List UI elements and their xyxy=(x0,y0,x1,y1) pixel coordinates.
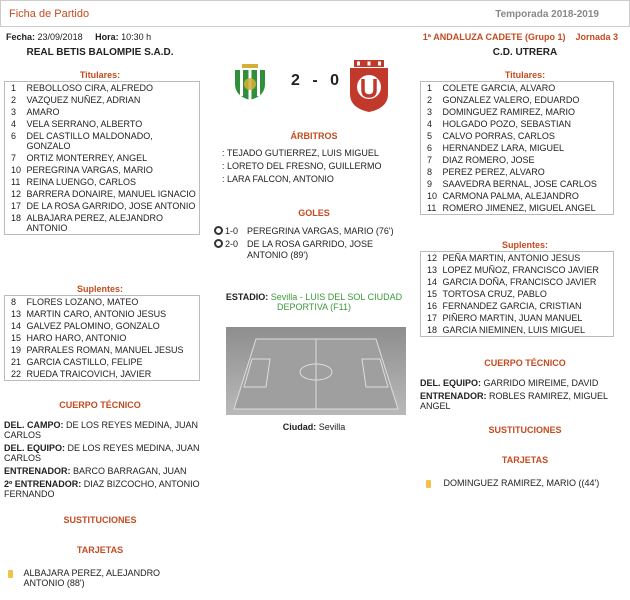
player-name[interactable]: VAZQUEZ NUÑEZ, ADRIAN xyxy=(26,95,141,105)
staff-entry xyxy=(420,391,620,411)
player-row xyxy=(421,142,614,154)
player-name[interactable]: AMARO xyxy=(26,107,60,117)
player-number: 13 xyxy=(11,309,22,319)
player-name[interactable]: GONZALEZ VALERO, EDUARDO xyxy=(442,95,580,105)
player-name[interactable]: REBOLLOSO CIRA, ALFREDO xyxy=(26,83,154,93)
away-card-player: DOMINGUEZ RAMIREZ, MARIO ((44') xyxy=(443,478,600,488)
player-row xyxy=(5,130,200,152)
player-name[interactable]: ALBAJARA PEREZ, ALEJANDRO ANTONIO xyxy=(26,213,164,233)
away-substitutions-title: SUSTITUCIONES xyxy=(488,425,562,435)
player-row xyxy=(421,106,614,118)
player-name[interactable]: FERNANDEZ GARCIA, CRISTIAN xyxy=(442,301,582,311)
player-name[interactable]: VELA SERRANO, ALBERTO xyxy=(26,119,143,129)
staff-role: DEL. EQUIPO: xyxy=(4,443,66,453)
player-name[interactable]: CARMONA PALMA, ALEJANDRO xyxy=(442,191,579,201)
away-starters-title: Titulares: xyxy=(504,70,546,80)
time-label: Hora: xyxy=(95,32,119,42)
player-name[interactable]: MARTIN CARO, ANTONIO JESUS xyxy=(26,309,167,319)
page-title: Ficha de Partido xyxy=(9,8,90,20)
home-staff-title: CUERPO TÉCNICO xyxy=(59,400,141,410)
home-subs-table xyxy=(4,295,200,381)
player-name[interactable]: ROMERO JIMENEZ, MIGUEL ANGEL xyxy=(442,203,596,213)
player-row xyxy=(421,118,614,130)
player-row xyxy=(421,190,614,202)
player-row xyxy=(421,154,614,166)
goal-score: 2-0 xyxy=(225,239,239,249)
stadium-label: ESTADIO: xyxy=(225,292,269,302)
player-number: 3 xyxy=(427,107,433,117)
header-bar xyxy=(0,0,630,27)
goals-list xyxy=(214,226,407,263)
player-number: 17 xyxy=(427,313,438,323)
player-number: 14 xyxy=(11,321,22,331)
player-row xyxy=(421,178,614,190)
player-name[interactable]: GARCIA CASTILLO, FELIPE xyxy=(26,357,143,367)
referee-entry: : LORETO DEL FRESNO, GUILLERMO xyxy=(222,161,382,171)
player-name[interactable]: REINA LUENGO, CARLOS xyxy=(26,177,137,187)
player-number: 18 xyxy=(11,213,22,223)
player-number: 7 xyxy=(11,153,17,163)
player-name[interactable]: GARCIA NIEMINEN, LUIS MIGUEL xyxy=(442,325,586,335)
player-number: 3 xyxy=(11,107,17,117)
player-row xyxy=(5,212,200,235)
player-number: 8 xyxy=(11,297,17,307)
player-number: 12 xyxy=(11,189,22,199)
match-score xyxy=(291,72,339,90)
player-name[interactable]: DEL CASTILLO MALDONADO, GONZALO xyxy=(26,131,153,151)
player-number: 21 xyxy=(11,357,22,367)
player-number: 19 xyxy=(11,345,22,355)
player-row xyxy=(421,166,614,178)
player-row xyxy=(5,188,200,200)
city-value: Sevilla xyxy=(318,422,346,432)
stadium-info xyxy=(216,292,412,312)
home-team-name[interactable]: REAL BETIS BALOMPIE S.A.D. xyxy=(26,47,174,58)
away-score: 0 xyxy=(330,72,340,89)
player-name[interactable]: BARRERA DONAIRE, MANUEL IGNACIO xyxy=(26,189,196,199)
player-name[interactable]: HERNANDEZ LARA, MIGUEL xyxy=(442,143,565,153)
away-cards-title: TARJETAS xyxy=(501,455,549,465)
player-name[interactable]: GARCIA DOÑA, FRANCISCO JAVIER xyxy=(442,277,597,287)
staff-role: DEL. CAMPO: xyxy=(4,420,64,430)
player-number: 10 xyxy=(11,165,22,175)
player-number: 14 xyxy=(427,277,438,287)
home-staff-list xyxy=(4,420,200,502)
player-number: 13 xyxy=(427,265,438,275)
away-card-entry xyxy=(426,478,626,488)
player-row xyxy=(5,200,200,212)
player-row xyxy=(5,82,200,95)
player-number: 11 xyxy=(427,203,437,213)
home-starters-title: Titulares: xyxy=(79,70,121,80)
player-name[interactable]: RUEDA TRAICOVICH, JAVIER xyxy=(26,369,152,379)
player-name[interactable]: COLETE GARCIA, ALVARO xyxy=(442,83,556,93)
player-row xyxy=(5,94,200,106)
stadium-pitch-image xyxy=(226,327,406,415)
staff-entry xyxy=(420,378,620,388)
player-row xyxy=(5,106,200,118)
football-icon xyxy=(214,226,223,235)
home-card-player: ALBAJARA PEREZ, ALEJANDRO ANTONIO (88') xyxy=(23,568,161,588)
player-number: 4 xyxy=(427,119,433,129)
player-name[interactable]: FLORES LOZANO, MATEO xyxy=(26,297,139,307)
referees-list xyxy=(222,147,382,186)
home-subs-title: Suplentes: xyxy=(76,284,123,294)
staff-entry xyxy=(4,443,200,463)
player-number: 1 xyxy=(11,83,17,93)
player-name[interactable]: PEÑA MARTIN, ANTONIO JESUS xyxy=(442,253,581,263)
player-row xyxy=(5,356,200,368)
player-name[interactable]: PEREZ PEREZ, ALVARO xyxy=(442,167,545,177)
away-team-name[interactable]: C.D. UTRERA xyxy=(492,47,558,58)
match-date-time xyxy=(6,32,151,42)
player-row xyxy=(5,176,200,188)
player-number: 5 xyxy=(427,131,433,141)
date-value: 23/09/2018 xyxy=(37,32,83,42)
player-number: 16 xyxy=(427,301,438,311)
away-staff-title: CUERPO TÉCNICO xyxy=(484,358,566,368)
player-number: 15 xyxy=(11,333,22,343)
player-number: 22 xyxy=(11,369,22,379)
goal-scorer: DE LA ROSA GARRIDO, JOSE ANTONIO (89') xyxy=(247,239,374,260)
player-number: 6 xyxy=(427,143,433,153)
staff-role: 2º ENTRENADOR: xyxy=(4,479,82,489)
player-name[interactable]: GALVEZ PALOMINO, GONZALO xyxy=(26,321,160,331)
staff-role: ENTRENADOR: xyxy=(420,391,487,401)
player-name[interactable]: HARO HARO, ANTONIO xyxy=(26,333,127,343)
player-number: 2 xyxy=(427,95,433,105)
staff-name: DE LOS REYES MEDINA, JUAN CARLOS xyxy=(4,420,199,440)
staff-name: GARRIDO MIREIME, DAVID xyxy=(481,378,599,388)
home-substitutions-title: SUSTITUCIONES xyxy=(63,515,137,525)
home-score: 2 xyxy=(291,72,300,89)
home-cards-title: TARJETAS xyxy=(76,545,124,555)
away-staff-list xyxy=(420,378,620,414)
player-number: 2 xyxy=(11,95,17,105)
staff-role: DEL. EQUIPO: xyxy=(420,378,482,388)
away-subs-table xyxy=(420,251,614,337)
player-row xyxy=(5,296,200,309)
player-row xyxy=(421,202,614,215)
home-card-entry xyxy=(8,568,198,588)
player-row xyxy=(421,276,614,288)
staff-name: BARCO BARRAGAN, JUAN xyxy=(70,466,187,476)
goal-scorer: PEREGRINA VARGAS, MARIO (76') xyxy=(247,226,394,236)
player-name[interactable]: LOPEZ MUÑOZ, FRANCISCO JAVIER xyxy=(442,265,599,275)
player-number: 1 xyxy=(427,83,433,93)
player-row xyxy=(421,300,614,312)
goals-title: GOLES xyxy=(298,208,330,218)
player-number: 9 xyxy=(427,179,433,189)
player-row xyxy=(5,118,200,130)
home-starters-table xyxy=(4,81,200,235)
competition-info xyxy=(423,32,618,42)
player-name[interactable]: SAAVEDRA BERNAL, JOSE CARLOS xyxy=(442,179,597,189)
player-name[interactable]: DIAZ ROMERO, JOSE xyxy=(442,155,535,165)
player-number: 11 xyxy=(11,177,21,187)
player-number: 6 xyxy=(11,131,17,141)
time-value: 10:30 h xyxy=(121,32,152,42)
player-number: 4 xyxy=(11,119,17,129)
betis-crest-icon xyxy=(232,64,268,102)
player-row xyxy=(421,252,614,265)
player-name[interactable]: PIÑERO MARTIN, JUAN MANUEL xyxy=(442,313,583,323)
staff-role: ENTRENADOR: xyxy=(4,466,71,476)
player-row xyxy=(5,308,200,320)
goal-score: 1-0 xyxy=(225,226,239,236)
score-separator: - xyxy=(312,72,318,89)
player-row xyxy=(421,264,614,276)
referee-entry: : TEJADO GUTIERREZ, LUIS MIGUEL xyxy=(222,148,379,158)
staff-name: ROBLES RAMIREZ, MIGUEL ANGEL xyxy=(420,391,608,411)
player-name[interactable]: PEREGRINA VARGAS, MARIO xyxy=(26,165,153,175)
player-name[interactable]: ORTIZ MONTERREY, ANGEL xyxy=(26,153,148,163)
city-label: Ciudad: xyxy=(282,422,317,432)
player-row xyxy=(5,320,200,332)
yellow-card-icon xyxy=(426,480,431,488)
staff-name: DE LOS REYES MEDINA, JUAN CARLOS xyxy=(4,443,200,463)
stadium-link[interactable]: Sevilla - LUIS DEL SOL CIUDAD DEPORTIVA (F11) xyxy=(270,292,403,312)
player-number: 17 xyxy=(11,201,22,211)
staff-name: DIAZ BIZCOCHO, ANTONIO FERNANDO xyxy=(4,479,200,499)
player-row xyxy=(5,152,200,164)
round-label: Jornada 3 xyxy=(575,32,618,42)
player-name[interactable]: HOLGADO POZO, SEBASTIAN xyxy=(442,119,572,129)
away-starters-table xyxy=(420,81,614,215)
player-row xyxy=(5,332,200,344)
referees-title: ÁRBITROS xyxy=(290,131,338,141)
player-number: 12 xyxy=(427,253,438,263)
staff-entry xyxy=(4,466,200,476)
referee-entry: : LARA FALCON, ANTONIO xyxy=(222,174,334,184)
player-name[interactable]: CALVO PORRAS, CARLOS xyxy=(442,131,555,141)
season-label: Temporada 2018-2019 xyxy=(495,9,599,20)
player-row xyxy=(5,164,200,176)
date-label: Fecha: xyxy=(6,32,36,42)
player-number: 18 xyxy=(427,325,438,335)
player-number: 7 xyxy=(427,155,433,165)
player-row xyxy=(421,324,614,337)
player-name[interactable]: DE LA ROSA GARRIDO, JOSE ANTONIO xyxy=(26,201,196,211)
goal-entry xyxy=(214,226,407,237)
player-row xyxy=(421,94,614,106)
player-number: 15 xyxy=(427,289,438,299)
staff-entry xyxy=(4,420,200,440)
player-row xyxy=(421,312,614,324)
player-row xyxy=(421,288,614,300)
player-name[interactable]: PARRALES ROMAN, MANUEL JESUS xyxy=(26,345,184,355)
competition-link[interactable]: 1ª ANDALUZA CADETE (Grupo 1) xyxy=(422,32,566,42)
football-icon xyxy=(214,239,223,248)
city-info xyxy=(216,422,412,432)
goal-entry xyxy=(214,239,407,261)
player-name[interactable]: TORTOSA CRUZ, PABLO xyxy=(442,289,547,299)
player-number: 8 xyxy=(427,167,433,177)
player-row xyxy=(5,368,200,381)
yellow-card-icon xyxy=(8,570,13,578)
staff-entry xyxy=(4,479,200,499)
player-number: 10 xyxy=(427,191,438,201)
away-subs-title: Suplentes: xyxy=(501,240,548,250)
player-name[interactable]: DOMINGUEZ RAMIREZ, MARIO xyxy=(442,107,575,117)
utrera-crest-icon xyxy=(348,60,390,114)
player-row xyxy=(421,82,614,95)
player-row xyxy=(5,344,200,356)
player-row xyxy=(421,130,614,142)
